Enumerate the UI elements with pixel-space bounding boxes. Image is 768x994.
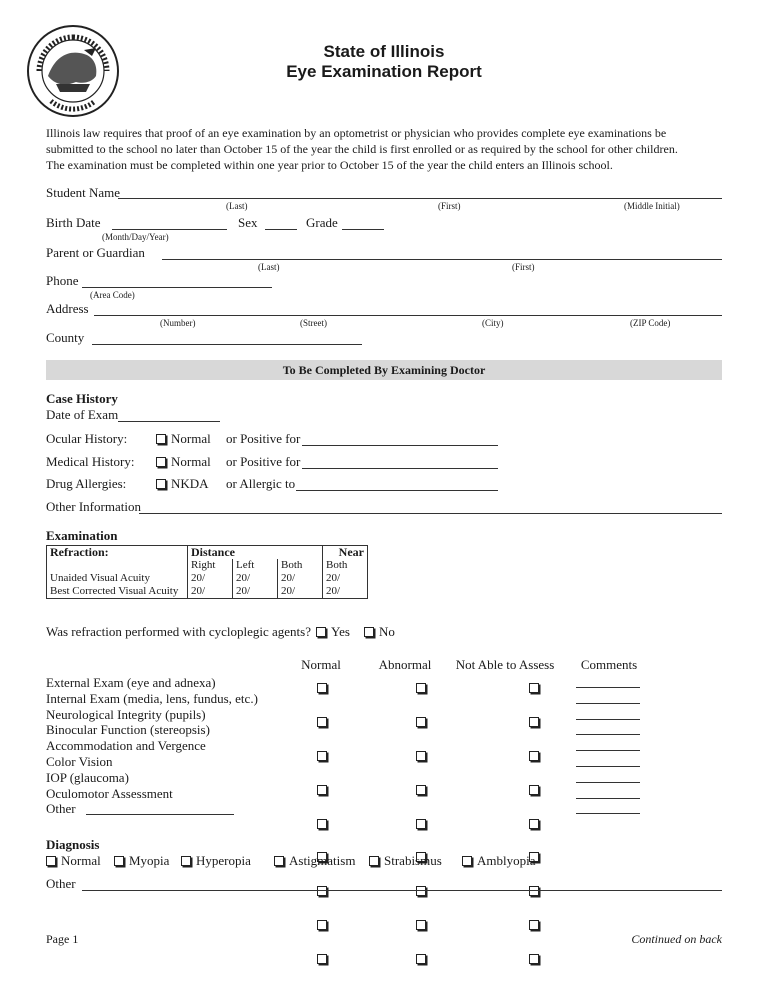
checkbox-icon <box>316 627 326 637</box>
unable-checkbox[interactable] <box>529 683 539 693</box>
comment-field[interactable] <box>576 782 640 783</box>
comment-field[interactable] <box>576 798 640 799</box>
intro-line-1: Illinois law requires that proof of an eye examination by an optometrist or physician who provides complete eye examinations be <box>46 126 667 140</box>
caption-parent-last: (Last) <box>258 262 280 272</box>
caption-middle: (Middle Initial) <box>624 201 680 211</box>
normal-checkbox[interactable] <box>317 886 327 896</box>
caption-city: (City) <box>482 318 504 328</box>
county-field[interactable] <box>92 344 362 345</box>
caption-first: (First) <box>438 201 461 211</box>
ocular-positive-label: or Positive for <box>226 431 301 446</box>
ocular-normal-option[interactable] <box>156 431 211 447</box>
checkbox-icon <box>46 856 56 866</box>
refraction-table <box>46 545 368 599</box>
caption-zip: (ZIP Code) <box>630 318 671 328</box>
doctor-section-banner: To Be Completed By Examining Doctor <box>46 360 722 380</box>
assessment-item-label: IOP (glaucoma) <box>46 769 129 785</box>
intro-line-2: submitted to the school no later than October 15 of the year the child is first enrolled or as required by the school for other children. <box>46 142 678 156</box>
caption-parent-first: (First) <box>512 262 535 272</box>
comment-field[interactable] <box>576 813 640 814</box>
col-left: Left <box>233 559 278 572</box>
comment-field[interactable] <box>576 766 640 767</box>
option-label: Strabismus <box>384 853 442 868</box>
checkbox-icon <box>369 856 379 866</box>
col-both: Both <box>278 559 323 572</box>
page-number: Page 1 <box>46 932 79 946</box>
unaided-near[interactable]: 20/ <box>323 572 368 585</box>
col-unable-header: Not Able to Assess <box>455 657 555 672</box>
diagnosis-astigmatism[interactable] <box>274 853 355 869</box>
unable-checkbox[interactable] <box>529 954 539 964</box>
intro-paragraph <box>46 125 736 173</box>
unable-checkbox[interactable] <box>529 785 539 795</box>
unaided-right[interactable]: 20/ <box>188 572 233 585</box>
assessment-item-label: Oculomotor Assessment <box>46 785 173 801</box>
abnormal-checkbox[interactable] <box>416 751 426 761</box>
option-label: NKDA <box>171 476 209 491</box>
assessment-item-label: Accommodation and Vergence <box>46 738 206 754</box>
birth-date-field[interactable] <box>112 229 227 230</box>
row-unaided: Unaided Visual Acuity <box>47 572 188 585</box>
diagnosis-myopia[interactable] <box>114 853 169 869</box>
medical-history-label: Medical History: <box>46 454 135 469</box>
assessment-item-label: Internal Exam (media, lens, fundus, etc.) <box>46 690 258 706</box>
near-header: Near <box>323 546 368 560</box>
drug-allergies-label: Drug Allergies: <box>46 476 127 491</box>
cycloplegic-question: Was refraction performed with cycloplegic agents? <box>46 624 311 639</box>
comment-field[interactable] <box>576 734 640 735</box>
assessment-item-label: Color Vision <box>46 754 113 769</box>
col-right: Right <box>188 559 233 572</box>
other-information-field[interactable] <box>139 513 722 514</box>
cycloplegic-no[interactable] <box>364 624 395 640</box>
sex-field[interactable] <box>265 229 297 230</box>
grade-field[interactable] <box>342 229 384 230</box>
comment-field[interactable] <box>576 703 640 704</box>
grade-label: Grade <box>306 215 338 230</box>
assessment-item-label: External Exam (eye and adnexa) <box>46 675 216 690</box>
parent-field[interactable] <box>162 259 722 260</box>
checkbox-icon <box>462 856 472 866</box>
diagnosis-hyperopia[interactable] <box>181 853 251 869</box>
abnormal-checkbox[interactable] <box>416 954 426 964</box>
blank-cell <box>47 559 188 572</box>
assessment-item-label: Other <box>46 801 76 817</box>
distance-header: Distance <box>188 546 323 560</box>
col-normal-header: Normal <box>301 657 341 672</box>
diagnosis-strabismus[interactable] <box>369 853 442 869</box>
county-label: County <box>46 330 85 345</box>
diagnosis-heading: Diagnosis <box>46 837 100 852</box>
comment-field[interactable] <box>576 750 640 751</box>
assessment-item-label: Binocular Function (stereopsis) <box>46 722 210 738</box>
row-best-corrected: Best Corrected Visual Acuity <box>47 585 188 599</box>
option-label: Hyperopia <box>196 853 251 868</box>
abnormal-checkbox[interactable] <box>416 785 426 795</box>
examination-heading: Examination <box>46 528 118 543</box>
unable-checkbox[interactable] <box>529 920 539 930</box>
caption-number: (Number) <box>160 318 196 328</box>
unable-checkbox[interactable] <box>529 886 539 896</box>
option-label: Normal <box>171 431 211 446</box>
comment-field[interactable] <box>576 719 640 720</box>
caption-last: (Last) <box>226 201 248 211</box>
student-name-field[interactable] <box>118 198 722 199</box>
corrected-both[interactable]: 20/ <box>278 585 323 599</box>
phone-field[interactable] <box>82 287 272 288</box>
title-line-1: State of Illinois <box>323 42 445 61</box>
nkda-option[interactable] <box>156 476 209 492</box>
ocular-positive-field[interactable] <box>302 445 498 446</box>
checkbox-icon <box>274 856 284 866</box>
checkbox-icon <box>181 856 191 866</box>
abnormal-checkbox[interactable] <box>416 717 426 727</box>
checkbox-icon <box>156 457 166 467</box>
abnormal-checkbox[interactable] <box>416 819 426 829</box>
abnormal-checkbox[interactable] <box>416 886 426 896</box>
medical-normal-option[interactable] <box>156 454 211 470</box>
birth-date-label: Birth Date <box>46 215 101 230</box>
date-of-exam-label: Date of Exam <box>46 407 119 422</box>
continued-note: Continued on back <box>631 932 722 946</box>
corrected-left[interactable]: 20/ <box>233 585 278 599</box>
option-label: No <box>379 624 395 639</box>
corrected-right[interactable]: 20/ <box>188 585 233 599</box>
cycloplegic-yes[interactable] <box>316 624 350 640</box>
checkbox-icon <box>114 856 124 866</box>
caption-street: (Street) <box>300 318 327 328</box>
checkbox-icon <box>364 627 374 637</box>
student-name-label: Student Name <box>46 185 121 200</box>
normal-checkbox[interactable] <box>317 819 327 829</box>
normal-checkbox[interactable] <box>317 920 327 930</box>
other-information-label: Other Information <box>46 499 141 514</box>
intro-line-3: The examination must be completed within one year prior to October 15 of the year the child enters an Illinois school. <box>46 158 613 172</box>
normal-checkbox[interactable] <box>317 751 327 761</box>
unaided-both[interactable]: 20/ <box>278 572 323 585</box>
caption-phone: (Area Code) <box>90 290 135 300</box>
sex-label: Sex <box>238 215 258 230</box>
form-title <box>0 42 768 82</box>
checkbox-icon <box>156 479 166 489</box>
normal-checkbox[interactable] <box>317 717 327 727</box>
col-comments-header: Comments <box>580 657 638 672</box>
option-label: Normal <box>61 853 101 868</box>
diagnosis-other-label: Other <box>46 876 76 891</box>
diagnosis-normal[interactable] <box>46 853 101 869</box>
unaided-left[interactable]: 20/ <box>233 572 278 585</box>
case-history-heading: Case History <box>46 391 118 406</box>
diagnosis-amblyopia[interactable] <box>462 853 536 869</box>
option-label: Amblyopia <box>477 853 536 868</box>
diagnosis-other-field[interactable] <box>82 890 722 891</box>
medical-positive-label: or Positive for <box>226 454 301 469</box>
option-label: Astigmatism <box>289 853 356 868</box>
title-line-2: Eye Examination Report <box>286 62 482 81</box>
parent-label: Parent or Guardian <box>46 245 145 260</box>
option-label: Normal <box>171 454 211 469</box>
address-label: Address <box>46 301 89 316</box>
col-near-both: Both <box>323 559 368 572</box>
normal-checkbox[interactable] <box>317 954 327 964</box>
unable-checkbox[interactable] <box>529 819 539 829</box>
abnormal-checkbox[interactable] <box>416 920 426 930</box>
ocular-history-label: Ocular History: <box>46 431 128 446</box>
col-abnormal-header: Abnormal <box>378 657 432 672</box>
comment-field[interactable] <box>576 687 640 688</box>
unable-checkbox[interactable] <box>529 717 539 727</box>
normal-checkbox[interactable] <box>317 683 327 693</box>
medical-positive-field[interactable] <box>302 468 498 469</box>
date-of-exam-field[interactable] <box>118 421 220 422</box>
unable-checkbox[interactable] <box>529 751 539 761</box>
allergic-to-field[interactable] <box>296 490 498 491</box>
normal-checkbox[interactable] <box>317 785 327 795</box>
caption-birth: (Month/Day/Year) <box>102 232 169 242</box>
refraction-header: Refraction: <box>47 546 188 560</box>
assessment-other-field[interactable] <box>86 814 234 815</box>
option-label: Yes <box>331 624 350 639</box>
abnormal-checkbox[interactable] <box>416 683 426 693</box>
checkbox-icon <box>156 434 166 444</box>
phone-label: Phone <box>46 273 79 288</box>
allergic-to-label: or Allergic to <box>226 476 296 491</box>
address-field[interactable] <box>94 315 722 316</box>
option-label: Myopia <box>129 853 170 868</box>
corrected-near[interactable]: 20/ <box>323 585 368 599</box>
assessment-item-label: Neurological Integrity (pupils) <box>46 706 206 722</box>
